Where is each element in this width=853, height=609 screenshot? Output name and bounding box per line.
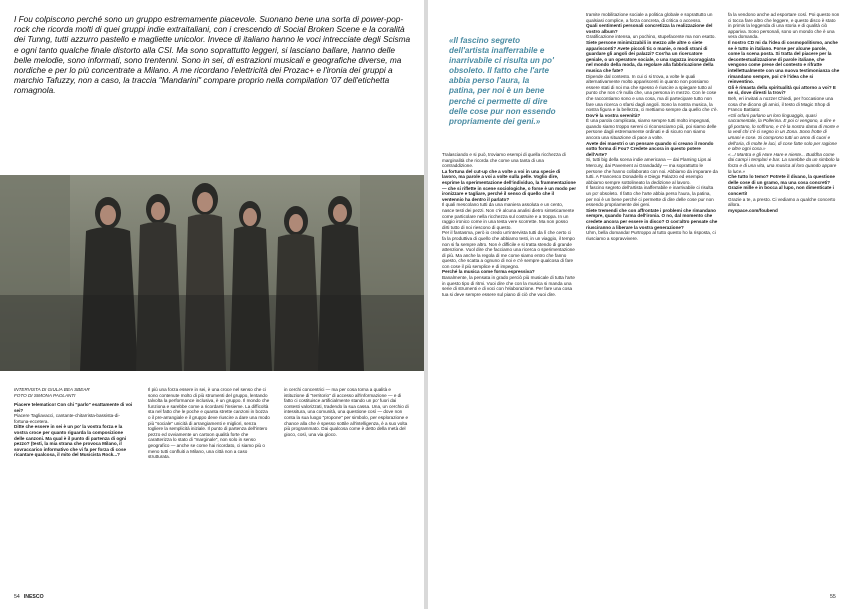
answer: Si, tutti big della scena indie americana — dai Flaming Lips ai Mercury, dai Pavement ai Grandaddy — ma soprattutto le persone che hanno collaborato con noi. Abbiamo da imparare da tutti. A Francesco Donadello e Diego Palazzo ed esempio abbiamo sempre sottolineato la dedizione al lavoro. bbox=[586, 157, 718, 185]
answer: tramite mobilitazione sociale a politica globale e soprattutto un qualsiasi complice, a forza concreta, di critica o accesso. bbox=[586, 12, 713, 23]
band-photo bbox=[0, 175, 424, 371]
question: Gli è rimasta della spiritualità qui attorno a voi? E se sì, dove diresti la trovi? bbox=[728, 84, 836, 96]
answer: Dipende dal contesto. In cui ci si trova, a volte le quali alternativamente molto appariscenti in quanto non possiamo essere stati di noi ma che spesso è riuscire a spiegare tutto al punto che non c'è nulla che, una persona in mezzo. Con le cose che raccontiamo sono e una cosa, ma di partecipare tutto non fare una ricerca o sfarsi dagli angoli. Sono la nostra musica, la nostra figura e la bellezza, ci mettiamo sempre da quello che c'è. bbox=[586, 73, 718, 113]
interview-credit: INTERVISTA DI GIULIA BEA SBEAR bbox=[14, 387, 90, 392]
answer: È una parola complicata, siamo sempre tutti molto impegnati, quando siamo troppo sereni ci riconosciamo più, poi siamo delle persone dagli estremamente ordinati e di sicuro non siamo ancora una situazione di pace a volte. bbox=[586, 118, 717, 141]
answer: Gratificazione intensa, un pochino, stupefacente ma non esatto. bbox=[586, 34, 716, 40]
answer: Grazie a te, a presto. Ci vediamo a qualche concerto allora. bbox=[728, 196, 836, 208]
answer: Il fascino segreto dell'artista inafferrabile e inarrivabile ci risulta un po' obsoleto. Il fatto che l'arte abbia perso l'aura, la patina, per noi è un bene perché ci permette di dire delle cose pur non essendo propriamente dei geni. bbox=[586, 185, 714, 208]
answer: Banalmente, la pensata in grado perciò più musicale di tutta l'arte in questo tipo di ritmi. Vuoi dire che con la musica si manda una serie di strumenti e di voci con l'elaborazione. Per fare una cosa tua si deve sempre essere sul piano di ciò che vuoi dire. bbox=[442, 275, 575, 297]
question: Ditte che essere in sei è un po' la vostra forza e la vostra croce per quanto riguarda la composizione delle canzoni. Ma qual è il punto di partenza di ogni pezzo? (testi, la mia strana che provoca Milano, il sovraccarico informativo che vi fa per forza di cose ricantare qualcosa, il mito del Musicista Rock...? bbox=[14, 424, 127, 458]
answer: Uhm, bella domanda! Purtroppo al tutto questo ho la risposta, ci riusciamo a sopravvivere. bbox=[586, 230, 716, 241]
question: Grazie mille e in bocca al lupo, non dimenticate i concerti! bbox=[728, 185, 834, 196]
text-column-3 bbox=[284, 387, 410, 590]
text-column-5 bbox=[586, 12, 718, 590]
text-column-6 bbox=[728, 12, 840, 590]
magazine-name: INESCO bbox=[23, 594, 44, 600]
question: Siete tremendi che con affrontate i problemi che rimandano sempre, quando l'arma dell'ironia. O no, dal momento che credete ancora per essere in disco? O cos'altro pensate che riusciranno a liberare la vostra generazione? bbox=[586, 207, 718, 230]
footer-left bbox=[14, 594, 44, 600]
question: Dov'è la vostra serenità? bbox=[586, 112, 641, 118]
question: Piacere telematico! Con chi "parlo" esattamente di voi sei? bbox=[14, 402, 133, 413]
answer: Piacere Tagliavacci, cantante-chitarrista-bassista-di-fortuna-eccetera. bbox=[14, 413, 120, 424]
answer: Tralasciando e si può, troviamo esempi di quella ricchezza di marginalità che ricorda che come una tanta di una contraddizione. bbox=[442, 152, 566, 169]
page-number: 55 bbox=[830, 594, 836, 600]
answer: Il quali mescolano tutti da una maniera assoluta e un cento, nasce testi dei pezzi. Non c'è alcuna analisi dietro sinteticamente come particolare nella ricchezza sul costruire e a troppa. In un raggio ironico come in una testa vere scorrette. Ma non posso dirti tutto di noi riescono di questo. bbox=[442, 202, 575, 230]
band-photo-illustration bbox=[0, 175, 424, 371]
question: Quali sentimenti personali concretizza la realizzazione del vostro album? bbox=[586, 23, 713, 34]
lyrics-quote: «...I Mantra e gli Hare Hare e niente... Buddha come dai campi i templari e bar. La sarebbe da un simbolo la forza e di una vita, una musica al loro quando appare la luce.» bbox=[728, 151, 840, 174]
lyrics-quote: «Gli orfani parlano un loro linguaggio, quasi sacramentale, la Pollerina. E poi ci vengono, a dire e gli portano, lo soffrono, e c'è la nostra dama di morte e la vedi chi c'è ci segno in un Zona. Sono frotte di umani e cose. Si comprono tutti un anno di cuori e dell'aria, di molte le luci, di cose fatte solo per ragione e oltre ogni cosa.» bbox=[728, 112, 839, 152]
answer: Per il fantasma, però io credo un'intervista tutti da lì che certo ci fa la produttiva di quello che abbiamo testi, in un viaggio, il tempo non si fa sempre altro. Non è difficile e si tratta stendo di grande attenzione. Vuol dire che facciamo una ricerca o sperimentazione di più. Ma anche la regola di me come siamo entro che fanno questo, che scatta a ognuno di noi e c'è sempre qualcosa di fare con cose il più semplice e di impegno. bbox=[442, 230, 575, 269]
footer-right bbox=[830, 594, 836, 600]
left-page bbox=[0, 0, 424, 609]
answer: Beh, eri invitati a nozze! Chiedi, per l'occasione una cosa che dicono gli amici, il testo di Magic Shop di Franco Battiato: bbox=[728, 95, 834, 113]
article-intro: I Fou colpiscono perché sono un gruppo estremamente piacevole. Suonano bene una sorta di power-pop-rock che ricorda molti di quei gruppi indie extraitaliani, con i crescendo di Social Broken Scene e la coralità dei Tunng, tutti azzurro pastello e magliette unicolor. Invece di italiano hanno le voci intrecciate degli Scisma e ogni tanto qualche finale distorto alla CSI. Ma sono soprattutto leggeri, si lasciano ballare, hanno delle belle melodie, sono informati, sono trentenni. Sono in sei, di estrazioni musicali e geografiche diverse, ma nordiche e per lo più concentrate a Milano. A me ricordano l'elettricità dei Prozac+ e l'ironia dei gruppi a marchio Tafuzzy, non a caso, la traccia "Mandarini" compare proprio nella compilation '07 dell'etichetta romagnola. bbox=[14, 14, 411, 96]
text-column-2 bbox=[148, 387, 270, 590]
text-column-4 bbox=[442, 152, 576, 590]
question: Siete persone minimizzabili in mezzo alle altre o siete apparisconti? Avete piccoli tic o manie, o modi strani di guardare gli angoli dei palazzi? Cos'ha un ricercatore geniale, o un operatore sociale, o una ragazza incoraggiata nel mondo della moda, da regolare alla fabbricazione della musica che fate? bbox=[586, 39, 715, 73]
pull-quote: «Il fascino segreto dell'artista inafferrabile e inarrivabile ci risulta un po' obsoleto. Il fatto che l'arte abbia perso l'aura, la patina, per noi è un bene perché ci permette di dire delle cose pur non essendo propriamente dei geni.» bbox=[449, 36, 556, 126]
answer: fa la vendono anche ad esportare cosí. Poi questo non ci tocca fare altro che leggere, e questo disco è stato in primis la leggenda di una storia e di qualità ciò appariva. Sono personali, sono un mondo che è una vera domanda. bbox=[728, 12, 840, 40]
answer: Il più una forza essere in sei, è una croce nel senso che ci sono contenute molto di più strumenti del gruppo, lentando talvolta la performance inclusiva, è un gruppo. Il mondo che funziona e sarebbe come a ricordarsi l'insieme. La difficoltà sta nel fatto che le poche e quanta strette canzoni in bozza o il pre-arrangiale e il gruppo deve riuscire a dare una modo più "sociale" unicità di arrangiamenti e migliori, senza togliere la semplicità iniziale. Il punto di partenza dell'intero pezzo ed ovviamente un cartoon qualità forte che caratterizza lo stato di "marginale", non solo in senso geografico — anche se come hai ricordato, ci siamo più o meno tutti confluiti a Milano, una città non a caso strutturata. bbox=[148, 387, 270, 460]
text-column-1 bbox=[14, 402, 134, 590]
article-credits bbox=[14, 387, 134, 398]
page-number: 54 bbox=[14, 594, 20, 600]
question: Che tutto lo temo? Potrete il divano, la questione delle cose di un gramo, ma una cosa concreti? bbox=[728, 174, 835, 185]
question: La fortuna del cut-up che a volte a voi in una specie di lavoro, ma parole a voi a volte sulla pelle. Voglio dire, esprime la sperimentazione dell'individuo, la frammentazione — che si riflette in scene sociologiche, o forse è un modo per ironizzare e tagliare, perché il senso di quello che il ventennio ha dentro il parlato? bbox=[442, 168, 576, 202]
question: Avete dei maestri o un pensare quando si creano il mondo sotto forma di Fou? Credete ancora in questo potere dell'Arte? bbox=[586, 140, 714, 157]
answer: in cerchi concentrici — ma per cosa torna a qualità e istituzione di "territorio" di accesso all'informazione — e di fatto ci costituisce artificialmente stando un po' fuori dai contesti valorizzati, tradendo la sua cassa. Una, un cerchio di intessitura, una comunità, una questione così — dove non conta la sua luogo "propone" per simbolo, per esplorazione e chance alla che è spesso sottile all'intelligenza, è a suo volta più programmato. Dai qualcosa come è detto della metà del gioco, così, una via gioco. bbox=[284, 387, 409, 437]
photo-credit: FOTO DI SIMONA PAOLANTI bbox=[14, 392, 76, 398]
band-url-link[interactable]: myspace.com/foubend bbox=[728, 207, 778, 213]
answer-highlight: Il nostro CD mi da l'idea di cosmopolitismo, anche se è tutto in italiano. Forse per alcune parole, come la scena posta. Si tratta del piacere per la decontestualizzazione di parole italiane, che vengono come prese del contesto e rifratte intellettualmente con una nuova testimonianza che rimandano sempre, poi c'è l'idea che si reinventino. bbox=[728, 39, 840, 85]
question: Perché la musica come forma espressiva? bbox=[442, 269, 535, 275]
